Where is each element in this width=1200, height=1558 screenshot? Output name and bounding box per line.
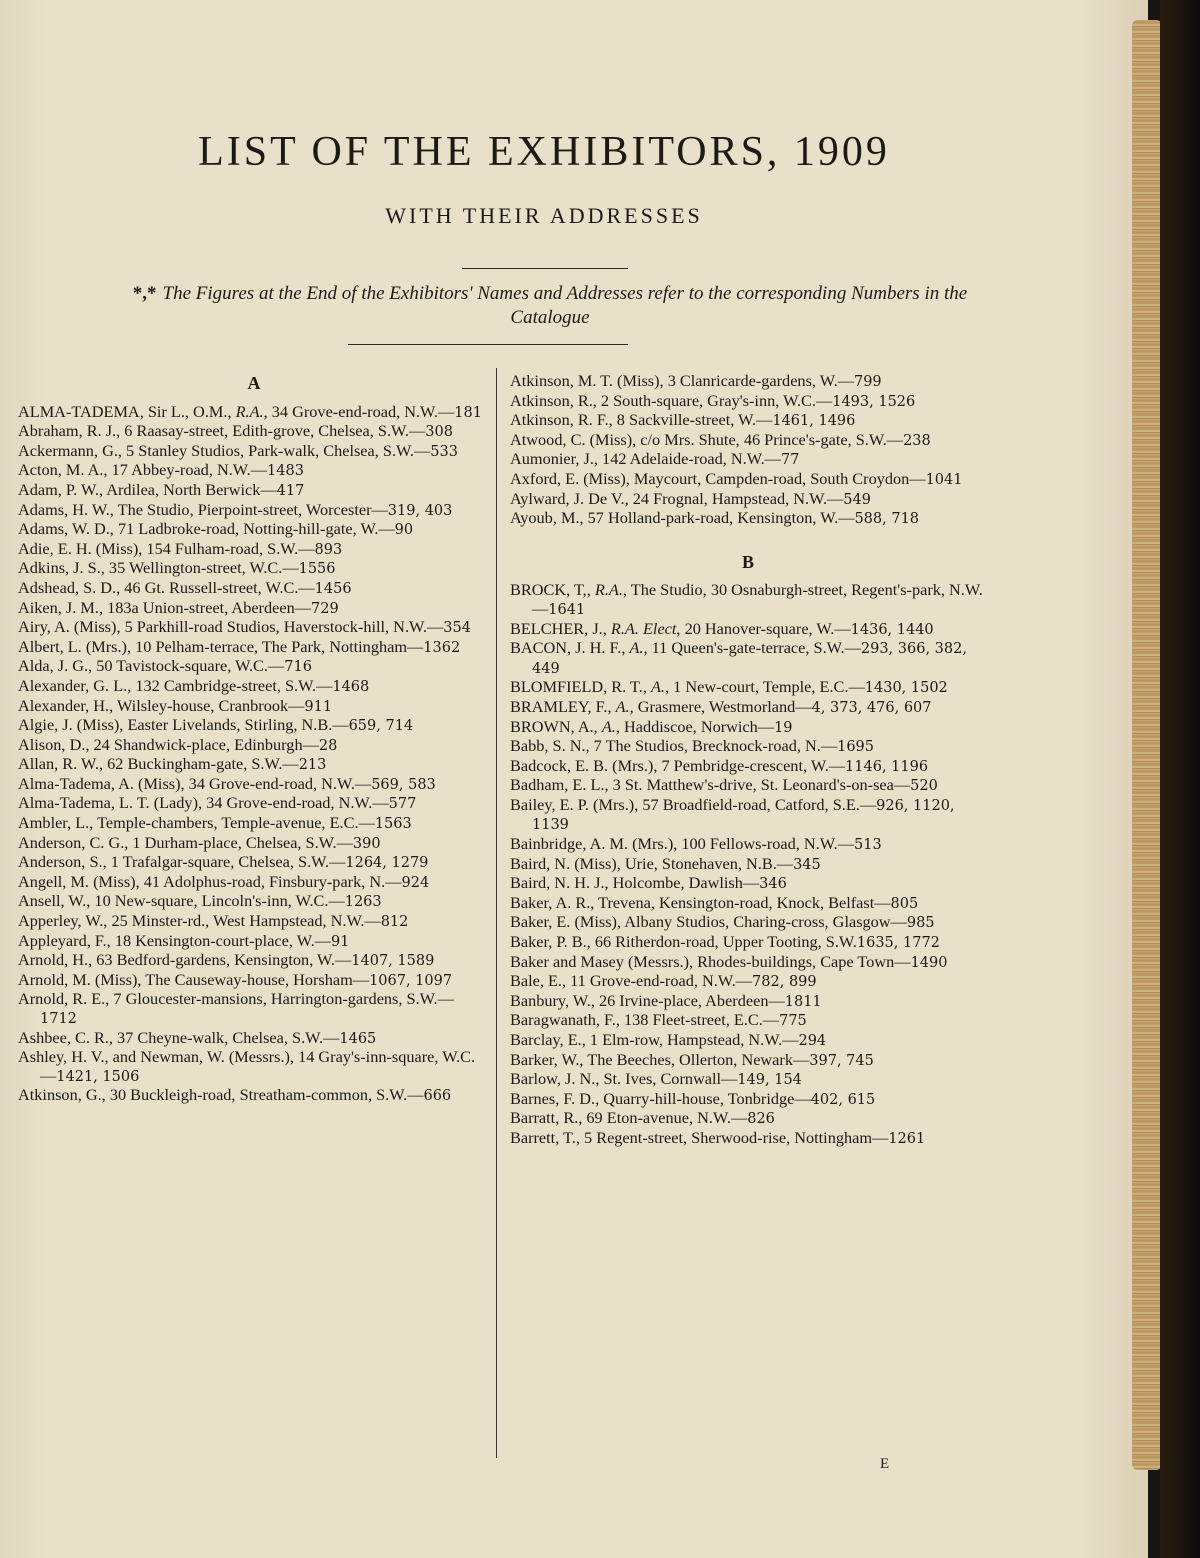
entry-nums: 1483 <box>267 463 304 480</box>
entry-nums: 1146, 1196 <box>845 758 929 775</box>
exhibitor-entry <box>18 442 490 462</box>
entry-nums: 799 <box>853 374 882 390</box>
exhibitor-entry <box>510 894 986 914</box>
page-edge <box>1132 20 1162 1470</box>
entry-text: BACON, J. H. F., <box>510 638 630 658</box>
entry-text: Albert, L. (Mrs.), 10 Pelham-terrace, The Park, Nottingham— <box>18 636 424 656</box>
entry-nums: 826 <box>747 1111 775 1128</box>
exhibitor-entry <box>18 814 490 834</box>
entry-nums: 402, 615 <box>810 1091 876 1108</box>
exhibitor-entry <box>18 794 490 814</box>
entry-text: Alexander, H., Wilsley-house, Cranbrook— <box>18 695 305 715</box>
entry-nums: 1407, 1589 <box>351 953 435 970</box>
entry-text: Bailey, E. P. (Mrs.), 57 Broadfield-road, Catford, S.E.— <box>510 794 877 814</box>
entry-text: Axford, E. (Miss), Maycourt, Campden-road, South Croydon— <box>510 468 926 488</box>
entry-text: Barnes, F. D., Quarry-hill-house, Tonbridge— <box>510 1088 811 1108</box>
entry-text: Atkinson, G., 30 Buckleigh-road, Streatham-common, S.W.— <box>18 1085 424 1105</box>
exhibitor-entry <box>18 677 490 697</box>
note-asterisks: *,* <box>132 283 157 304</box>
entry-nums: 1712 <box>40 1011 77 1027</box>
exhibitor-entry <box>510 913 986 933</box>
entry-nums: 397, 745 <box>809 1052 874 1069</box>
entry-nums: 666 <box>423 1088 452 1105</box>
entry-text: Appleyard, F., 18 Kensington-court-place, W.— <box>18 930 331 950</box>
entry-text: Aiken, J. M., 183a Union-street, Aberdeen— <box>18 597 311 617</box>
entry-text: Baker and Masey (Messrs.), Rhodes-buildings, Cape Town— <box>510 951 911 971</box>
entry-text: Aumonier, J., 142 Adelaide-road, N.W.— <box>510 449 781 469</box>
entry-text: Baker, A. R., Trevena, Kensington-road, Knock, Belfast— <box>510 892 891 912</box>
entry-text: Alexander, G. L., 132 Cambridge-street, S.W.— <box>18 675 333 695</box>
entry-nums: 1263 <box>344 894 382 911</box>
entry-text: BROWN, A., <box>510 716 602 736</box>
entry-nums: 294 <box>798 1033 827 1049</box>
exhibitor-entry <box>510 470 986 490</box>
entry-nums: 417 <box>276 482 305 499</box>
entry-text: Atkinson, R. F., 8 Sackville-street, W.— <box>510 410 773 430</box>
exhibitor-entry <box>510 972 986 992</box>
exhibitor-entry <box>18 990 490 1028</box>
entry-nums: 924 <box>401 874 430 891</box>
binding-shadow <box>1160 0 1200 1558</box>
exhibitor-entry <box>18 657 490 677</box>
exhibitor-entry <box>510 1129 986 1149</box>
entry-text: Arnold, M. (Miss), The Causeway-house, Horsham— <box>18 969 370 989</box>
exhibitor-entry <box>18 461 490 481</box>
entry-nums: 4, 373, 476, 607 <box>811 699 932 716</box>
entry-text: Bale, E., 11 Grove-end-road, N.W.— <box>510 971 753 991</box>
entry-text: Barker, W., The Beeches, Ollerton, Newark— <box>510 1049 810 1069</box>
entry-italic: R.A. <box>594 580 623 600</box>
exhibitor-entry <box>510 835 986 855</box>
entry-text: Anderson, C. G., 1 Durham-place, Chelsea, S.W.— <box>18 832 353 852</box>
entry-text: Algie, J. (Miss), Easter Livelands, Stirling, N.B.— <box>18 715 349 735</box>
entry-nums: 893 <box>314 541 343 558</box>
exhibitor-entry <box>510 737 986 757</box>
exhibitor-entry <box>510 874 986 894</box>
entry-nums: 805 <box>890 895 919 912</box>
entry-nums: 1261 <box>888 1130 926 1147</box>
entry-nums: 729 <box>311 600 339 617</box>
exhibitor-entry <box>18 540 490 560</box>
entry-nums: 308 <box>425 424 453 441</box>
divider-rule-top <box>462 268 628 269</box>
entry-text: Aylward, J. De V., 24 Frognal, Hampstead, N.W.— <box>510 488 844 508</box>
entry-nums: 346 <box>759 876 787 893</box>
exhibitor-entry <box>18 1029 490 1049</box>
entry-nums: 659, 714 <box>348 718 414 735</box>
entry-text: BROCK, T,, <box>510 580 595 600</box>
entry-text: BELCHER, J., <box>510 618 611 638</box>
exhibitor-entry <box>18 520 490 540</box>
entry-text: Babb, S. N., 7 The Studios, Brecknock-road, N.— <box>510 736 838 756</box>
entry-text: Bainbridge, A. M. (Mrs.), 100 Fellows-road, N.W.— <box>510 834 854 854</box>
entry-text: Baird, N. H. J., Holcombe, Dawlish— <box>510 873 760 893</box>
exhibitor-entry <box>18 1048 490 1086</box>
exhibitor-entry <box>510 1011 986 1031</box>
entry-text: Adam, P. W., Ardilea, North Berwick— <box>18 479 277 499</box>
entry-nums: 533 <box>430 443 458 460</box>
exhibitor-entry <box>510 1109 986 1129</box>
exhibitor-entry <box>18 932 490 952</box>
exhibitor-entry <box>18 716 490 736</box>
exhibitor-entry <box>18 736 490 756</box>
entry-text: Ashley, H. V., and Newman, W. (Messrs.), 14 Gray's-inn-square, W.C.— <box>18 1047 476 1085</box>
entry-text: Ayoub, M., 57 Holland-park-road, Kensington, W.— <box>510 508 855 528</box>
entry-nums: 569, 583 <box>371 776 436 793</box>
entry-text: Arnold, H., 63 Bedford-gardens, Kensington, W.— <box>18 950 352 970</box>
entry-text: Atwood, C. (Miss), c/o Mrs. Shute, 46 Prince's-gate, S.W.— <box>510 429 904 449</box>
exhibitor-entry <box>510 431 986 451</box>
exhibitor-entry <box>510 757 986 777</box>
exhibitor-entry <box>510 796 986 835</box>
catalogue-note <box>120 282 980 330</box>
column-right <box>510 372 986 1149</box>
entry-nums: 1563 <box>374 816 412 833</box>
divider-rule-bottom <box>348 344 628 345</box>
exhibitor-entry <box>18 834 490 854</box>
entry-nums: 28 <box>318 737 338 754</box>
exhibitor-entry <box>18 971 490 991</box>
entry-text: Allan, R. W., 62 Buckingham-gate, S.W.— <box>18 754 299 774</box>
exhibitor-entry <box>510 933 986 953</box>
entry-nums: 520 <box>910 778 938 795</box>
entry-text: Baker, E. (Miss), Albany Studios, Charing-cross, Glasgow— <box>510 912 907 932</box>
exhibitor-entry <box>18 755 490 775</box>
entry-text: Adams, W. D., 71 Ladbroke-road, Notting-hill-gate, W.— <box>18 519 395 539</box>
entry-text: Baird, N. (Miss), Urie, Stonehaven, N.B.— <box>510 853 794 873</box>
entry-text: Alma-Tadema, A. (Miss), 34 Grove-end-road, N.W.— <box>18 773 372 793</box>
entry-nums: 149, 154 <box>737 1072 802 1089</box>
entry-italic: A. <box>629 638 644 658</box>
entry-rest: , 11 Queen's-gate-terrace, S.W.— <box>643 638 861 658</box>
entry-nums: 1362 <box>423 639 461 656</box>
exhibitor-entry <box>510 698 986 718</box>
entry-text: BLOMFIELD, R. T., <box>510 677 651 697</box>
entry-text: Ambler, L., Temple-chambers, Temple-avenue, E.C.— <box>18 813 375 833</box>
entry-nums: 1264, 1279 <box>345 855 429 872</box>
exhibitor-entry <box>510 509 986 529</box>
entry-text: Badcock, E. B. (Mrs.), 7 Pembridge-crescent, W.— <box>510 755 846 775</box>
entry-text: Apperley, W., 25 Minster-rd., West Hampstead, N.W.— <box>18 911 381 931</box>
exhibitor-entry <box>510 1090 986 1110</box>
entry-italic: R.A. Elect <box>610 618 677 638</box>
exhibitor-entry <box>510 372 986 392</box>
page-title: LIST OF THE EXHIBITORS, 1909 <box>198 129 890 175</box>
exhibitor-entry <box>18 873 490 893</box>
signature-mark: E <box>880 1456 890 1472</box>
entry-rest: , 34 Grove-end-road, N.W.— <box>263 401 455 421</box>
entry-text: Adshead, S. D., 46 Gt. Russell-street, W.C.— <box>18 577 315 597</box>
entry-nums: 1465 <box>339 1030 377 1047</box>
entry-nums: 1421, 1506 <box>56 1068 140 1085</box>
entry-text: Barlow, J. N., St. Ives, Cornwall— <box>510 1069 738 1089</box>
entry-text: Anderson, S., 1 Trafalgar-square, Chelsea, S.W.— <box>18 852 346 872</box>
exhibitor-entry <box>510 1070 986 1090</box>
entry-nums: 1430, 1502 <box>864 680 948 697</box>
entry-nums: 1635, 1772 <box>856 935 940 952</box>
exhibitor-entry <box>18 892 490 912</box>
entry-nums: 238 <box>903 432 931 449</box>
entry-nums: 1436, 1440 <box>850 621 934 638</box>
entry-nums: 985 <box>906 915 935 932</box>
entry-nums: 345 <box>793 856 821 873</box>
entry-nums: 513 <box>854 837 882 854</box>
entry-text: Adams, H. W., The Studio, Pierpoint-street, Worcester— <box>18 499 388 519</box>
entry-text: Abraham, R. J., 6 Raasay-street, Edith-grove, Chelsea, S.W.— <box>18 421 426 441</box>
exhibitor-entry <box>18 559 490 579</box>
exhibitor-entry <box>510 411 986 431</box>
entry-nums: 77 <box>780 452 800 469</box>
entry-text: ALMA-TADEMA, Sir L., O.M., <box>18 401 236 421</box>
section-gap <box>510 529 986 549</box>
entry-text: Alma-Tadema, L. T. (Lady), 34 Grove-end-road, N.W.— <box>18 793 389 813</box>
exhibitor-entry <box>18 579 490 599</box>
entry-rest: , 20 Hanover-square, W.— <box>676 618 851 638</box>
entry-nums: 213 <box>298 757 327 774</box>
entry-nums: 19 <box>774 719 793 736</box>
entry-text: Barrett, T., 5 Regent-street, Sherwood-rise, Nottingham— <box>510 1127 889 1147</box>
exhibitor-entry <box>18 599 490 619</box>
entry-text: Barclay, E., 1 Elm-row, Hampstead, N.W.— <box>510 1030 799 1049</box>
entry-nums: 354 <box>443 620 471 637</box>
exhibitor-entry <box>510 1031 986 1051</box>
note-text: The Figures at the End of the Exhibitors' Names and Addresses refer to the corresponding Numbers in the Catalogue <box>162 283 968 328</box>
entry-nums: 1811 <box>784 993 822 1010</box>
section-letter: A <box>247 373 261 393</box>
entry-nums: 775 <box>779 1013 807 1030</box>
entry-text: Barratt, R., 69 Eton-avenue, N.W.— <box>510 1108 748 1128</box>
exhibitor-entry <box>510 953 986 973</box>
exhibitor-entry <box>510 450 986 470</box>
entry-nums: 1641 <box>548 601 586 618</box>
exhibitor-entry <box>18 775 490 795</box>
exhibitor-entry <box>18 422 490 442</box>
entry-text: Ashbee, C. R., 37 Cheyne-walk, Chelsea, S.W.— <box>18 1027 340 1047</box>
entry-nums: 1695 <box>837 739 875 756</box>
exhibitor-entry <box>18 853 490 873</box>
entry-nums: 577 <box>388 796 417 813</box>
entry-nums: 1468 <box>332 678 370 695</box>
column-left <box>18 370 490 1106</box>
exhibitor-entry <box>18 951 490 971</box>
exhibitor-entry <box>18 638 490 658</box>
entry-nums: 319, 403 <box>387 502 453 519</box>
entry-text: Arnold, R. E., 7 Gloucester-mansions, Harrington-gardens, S.W.— <box>18 989 454 1009</box>
entry-text: Alda, J. G., 50 Tavistock-square, W.C.— <box>18 656 285 676</box>
entry-nums: 390 <box>352 835 381 852</box>
exhibitor-entry <box>510 620 986 640</box>
entry-text: Alison, D., 24 Shandwick-place, Edinburgh— <box>18 734 319 754</box>
entry-nums: 588, 718 <box>854 511 920 528</box>
entry-nums: 911 <box>304 698 333 715</box>
exhibitor-entry <box>510 718 986 738</box>
entry-nums: 926, 1120, 1139 <box>532 797 955 834</box>
entry-rest: , 1 New-court, Temple, E.C.— <box>664 677 865 697</box>
entry-nums: 1493, 1526 <box>832 393 916 410</box>
exhibitor-entry <box>510 639 986 678</box>
entry-text: Ackermann, G., 5 Stanley Studios, Park-walk, Chelsea, S.W.— <box>18 440 431 460</box>
entry-rest: , Grasmere, Westmorland— <box>629 696 812 716</box>
exhibitor-entry <box>510 678 986 698</box>
exhibitor-entry <box>510 992 986 1012</box>
exhibitor-entry <box>510 776 986 796</box>
entry-nums: 1067, 1097 <box>369 972 453 989</box>
entry-text: Angell, M. (Miss), 41 Adolphus-road, Finsbury-park, N.— <box>18 871 402 891</box>
exhibitor-entry <box>18 481 490 501</box>
entry-text: BRAMLEY, F., <box>510 696 616 716</box>
entry-nums: 181 <box>454 404 482 421</box>
exhibitor-entry <box>18 1086 490 1106</box>
entry-text: Baragwanath, F., 138 Fleet-street, E.C.— <box>510 1010 780 1030</box>
entry-text: Ansell, W., 10 New-square, Lincoln's-inn, W.C.— <box>18 891 345 911</box>
exhibitor-entry <box>18 618 490 638</box>
entry-italic: A. <box>601 716 616 736</box>
exhibitor-entry <box>18 501 490 521</box>
entry-nums: 91 <box>330 933 350 950</box>
section-letter: B <box>741 551 754 572</box>
entry-text: Atkinson, M. T. (Miss), 3 Clanricarde-gardens, W.— <box>510 371 854 390</box>
entry-nums: 1556 <box>298 561 336 578</box>
entry-nums: 1490 <box>910 954 948 971</box>
entry-nums: 716 <box>284 659 312 676</box>
entry-italic: A. <box>650 677 665 697</box>
entry-italic: A. <box>615 696 630 716</box>
entry-nums: 293, 366, 382, 449 <box>532 641 967 677</box>
entry-nums: 812 <box>380 914 409 931</box>
entry-rest: , The Studio, 30 Osnaburgh-street, Regent's-park, N.W.— <box>532 580 983 618</box>
entry-text: Badham, E. L., 3 St. Matthew's-drive, St. Leonard's-on-sea— <box>510 775 911 795</box>
entry-text: Adie, E. H. (Miss), 154 Fulham-road, S.W.— <box>18 538 315 558</box>
entry-nums: 1041 <box>925 471 963 488</box>
entry-text: Atkinson, R., 2 South-square, Gray's-inn, W.C.— <box>510 390 833 410</box>
page-subtitle: WITH THEIR ADDRESSES <box>385 203 703 228</box>
entry-text: Baker, P. B., 66 Ritherdon-road, Upper Tooting, S.W. <box>510 932 857 952</box>
entry-text: Banbury, W., 26 Irvine-place, Aberdeen— <box>510 990 785 1010</box>
column-divider <box>496 368 497 1458</box>
entry-nums: 1461, 1496 <box>772 413 856 430</box>
entry-rest: , Haddiscoe, Norwich— <box>615 716 775 736</box>
entry-text: Acton, M. A., 17 Abbey-road, N.W.— <box>18 460 268 480</box>
entry-nums: 1456 <box>314 580 352 597</box>
exhibitor-entry <box>510 581 986 619</box>
exhibitor-entry <box>18 912 490 932</box>
exhibitor-entry <box>510 855 986 875</box>
entry-text: Adkins, J. S., 35 Wellington-street, W.C.— <box>18 558 299 578</box>
entry-nums: 782, 899 <box>752 974 817 991</box>
exhibitor-entry <box>510 490 986 510</box>
entry-nums: 90 <box>394 522 414 539</box>
exhibitor-entry <box>510 392 986 412</box>
exhibitor-entry <box>510 1051 986 1071</box>
entry-text: Airy, A. (Miss), 5 Parkhill-road Studios, Haverstock-hill, N.W.— <box>18 617 444 637</box>
entry-nums: 549 <box>843 491 871 508</box>
exhibitor-entry <box>18 403 490 423</box>
exhibitor-entry <box>18 697 490 717</box>
entry-italic: R.A. <box>235 401 264 421</box>
